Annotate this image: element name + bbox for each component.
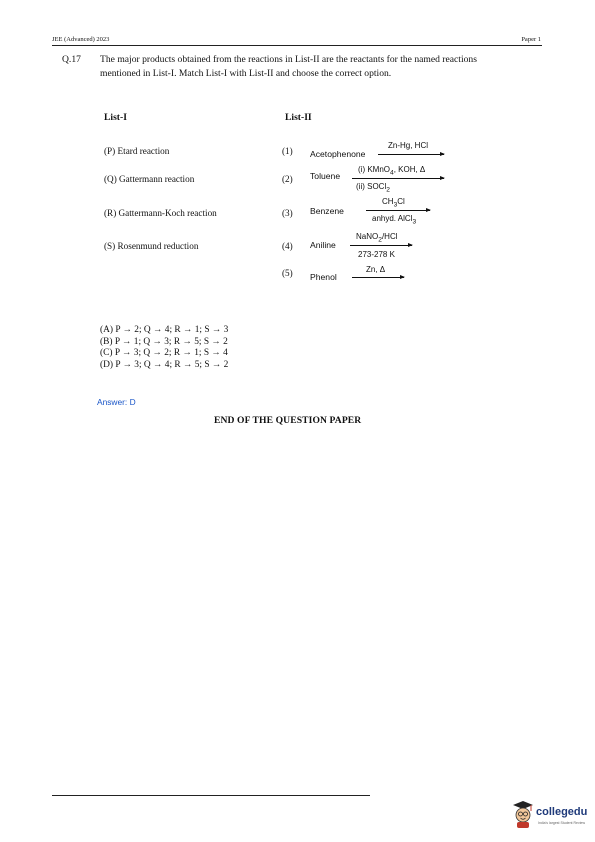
brand-tagline: India's largest Student Review — [538, 821, 585, 825]
mascot-icon — [512, 800, 534, 828]
option-b: (B) P → 1; Q → 3; R → 5; S → 2 — [100, 336, 228, 347]
option-c: (C) P → 3; Q → 2; R → 1; S → 4 — [100, 348, 228, 358]
list-2-heading: List-II — [285, 112, 312, 123]
header-divider — [52, 45, 542, 46]
list-1-item-p: (P) Etard reaction — [104, 146, 170, 156]
question-text-line-1: The major products obtained from the reactions in List-II are the reactants for the named reactions — [100, 54, 477, 65]
answer-options — [100, 325, 228, 371]
header-exam-title: JEE (Advanced) 2023 — [52, 36, 110, 43]
list-2-item-2-number: (2) — [282, 174, 293, 184]
reaction-arrow-5 — [352, 277, 404, 278]
answer-key: Answer: D — [97, 397, 136, 407]
list-2-item-4-temperature: 273-278 K — [358, 250, 395, 259]
list-2-item-1-reactant: Acetophenone — [310, 149, 366, 159]
brand-name: collegedu — [536, 806, 588, 818]
list-2-item-5-reactant: Phenol — [310, 272, 337, 282]
list-1-heading: List-I — [104, 112, 127, 123]
list-2-item-3-reactant: Benzene — [310, 206, 344, 216]
footer-divider — [52, 795, 370, 796]
list-2-item-5-reagent: Zn, Δ — [366, 265, 386, 274]
list-2-item-4-reactant: Aniline — [310, 240, 336, 250]
list-2-item-2-reagent-step-2: (ii) SOCl$_2$ — [356, 182, 390, 194]
question-text-line-2: mentioned in List-I. Match List-I with List-II and choose the correct option. — [100, 68, 392, 79]
reaction-arrow-2 — [352, 178, 444, 179]
list-2-item-3-catalyst: anhyd. AlCl$_3$ — [372, 214, 417, 226]
list-2-item-2-reactant: Toluene — [310, 171, 341, 181]
reaction-arrow-1 — [378, 154, 444, 155]
list-2-item-2-reagent-step-1: (i) KMnO$_4$, KOH, Δ — [358, 165, 426, 177]
list-1-item-s: (S) Rosenmund reduction — [104, 241, 199, 251]
list-1-item-q: (Q) Gattermann reaction — [104, 174, 195, 184]
list-1-item-r: (R) Gattermann-Koch reaction — [104, 208, 217, 218]
reaction-arrow-3 — [366, 210, 430, 211]
list-2-item-1-reagent: Zn-Hg, HCl — [388, 141, 429, 150]
list-2-item-1-number: (1) — [282, 146, 293, 156]
brand-logo — [512, 800, 592, 830]
list-2-item-5-number: (5) — [282, 268, 293, 278]
question-text — [100, 53, 545, 81]
option-a: (A) P → 2; Q → 4; R → 1; S → 3 — [100, 325, 229, 335]
end-of-paper-text: END OF THE QUESTION PAPER — [214, 415, 362, 426]
list-2-item-4-number: (4) — [282, 241, 293, 251]
header-paper-label: Paper 1 — [521, 36, 541, 43]
option-d: (D) P → 3; Q → 4; R → 5; S → 2 — [100, 359, 229, 370]
list-2-item-4-reagent: NaNO$_2$/HCl — [356, 232, 398, 244]
reaction-arrow-4 — [350, 245, 412, 246]
list-2-item-3-reagent: $CH_3Cl$ — [382, 197, 405, 209]
list-2-item-3-number: (3) — [282, 208, 293, 218]
question-number: Q.17 — [62, 54, 81, 65]
